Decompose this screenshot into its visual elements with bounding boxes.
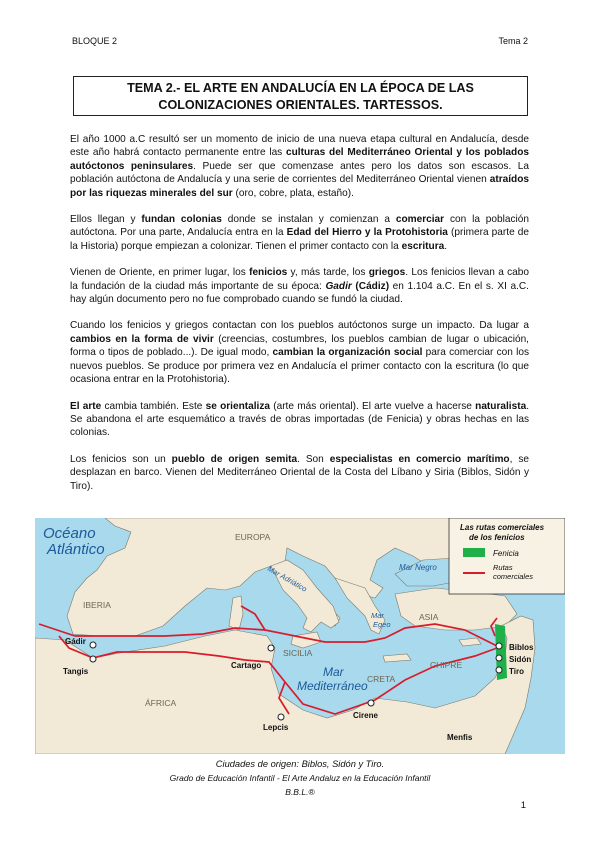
sea-negro: Mar Negro bbox=[399, 563, 437, 572]
city-cartago: Cartago bbox=[231, 661, 262, 670]
text-run: , se desplazan en barco. Vienen del Mediterráneo Oriental de la Costa del Líbano y Siria (Biblos, Sidón y Tiro). bbox=[70, 453, 529, 492]
bold-term: Edad del Hierro y la Protohistoria bbox=[286, 227, 448, 239]
sea-egeo-line-1: Mar bbox=[371, 611, 384, 620]
text-run: Cuando los fenicios y griegos contactan con los pueblos autóctonos surge un impacto. Da lugar a bbox=[70, 320, 529, 332]
ocean-label-line-2: Atlántico bbox=[47, 541, 105, 558]
paragraph-2 bbox=[70, 213, 529, 253]
city-menfis: Menfis bbox=[447, 733, 473, 742]
region-iberia: IBERIA bbox=[83, 600, 111, 610]
bold-term: (Cádiz) bbox=[355, 280, 390, 292]
text-run: . Puede ser que comenzase antes pero los datos son escasos. La población autóctona de Andalucía y una serie de corrientes del Mediterráneo Oriental vienen bbox=[70, 160, 529, 186]
legend-fenicia: Fenicia bbox=[493, 549, 519, 558]
bold-term: pueblo de origen semita bbox=[171, 453, 298, 465]
title-line-2: COLONIZACIONES ORIENTALES. TARTESSOS. bbox=[158, 98, 443, 112]
sea-med-line-1: Mar bbox=[323, 665, 344, 679]
bold-term: se orientaliza bbox=[205, 400, 270, 412]
text-run: . Los fenicios llevan a cabo la fundación de la ciudad más importante de su época: bbox=[70, 267, 530, 292]
text-run: donde se instalan y comienzan a bbox=[221, 214, 396, 226]
legend-title-2: de los fenicios bbox=[469, 533, 525, 542]
bold-term: cambian la organización social bbox=[272, 347, 423, 359]
sea-adriatico: Mar Adriático bbox=[266, 563, 309, 594]
legend-title-1: Las rutas comerciales bbox=[460, 523, 545, 532]
text-run: . bbox=[444, 240, 448, 252]
text-run: (oro, cobre, plata, estaño). bbox=[232, 187, 354, 199]
legend-rutas-1: Rutas bbox=[493, 563, 513, 572]
text-run: (creencias, costumbres, los pueblos cambian de lugar o ubicación, forma o tipos de poblado...). De igual modo, bbox=[70, 333, 529, 359]
legend-rutas-2: comerciales bbox=[493, 572, 534, 581]
text-run: . Son bbox=[297, 453, 330, 465]
map-caption: Ciudades de origen: Biblos, Sidón y Tiro. bbox=[215, 759, 385, 769]
sea-egeo-line-2: Egeo bbox=[373, 620, 391, 629]
body-text bbox=[70, 133, 529, 506]
paragraph-5 bbox=[70, 400, 529, 440]
text-run: en 1.104 a.C. En el s. XI a.C. hay algún documento pero no fue comprobado cuando se fundó la ciudad. bbox=[70, 280, 529, 306]
bold-term: fundan colonias bbox=[141, 214, 222, 226]
ocean-label-line-1: Océano bbox=[43, 525, 96, 542]
city-tiro: Tiro bbox=[509, 667, 524, 676]
sea-med-line-2: Mediterráneo bbox=[297, 679, 368, 693]
bold-term: naturalista bbox=[475, 400, 527, 412]
city-sidon: Sidón bbox=[509, 655, 532, 664]
bold-term: culturas del Mediterráneo Oriental y los poblados autóctonos peninsulares bbox=[70, 147, 529, 172]
text-run: Los fenicios son un bbox=[70, 453, 172, 465]
text-run: Vienen de Oriente, en primer lugar, los bbox=[70, 267, 250, 279]
city-tangis: Tangis bbox=[63, 667, 89, 676]
city-gadir: Gádir bbox=[65, 637, 86, 646]
paragraph-6 bbox=[70, 453, 529, 493]
bold-term: especialistas en comercio marítimo bbox=[329, 453, 510, 465]
city-lepcis: Lepcis bbox=[263, 723, 289, 732]
text-run: Ellos llegan y bbox=[70, 214, 142, 226]
paragraph-4 bbox=[70, 319, 529, 386]
bold-term: atraídos por las riquezas minerales del sur bbox=[70, 174, 529, 199]
region-europa: EUROPA bbox=[235, 532, 271, 542]
paragraph-1 bbox=[70, 133, 529, 200]
title-line-1: TEMA 2.- EL ARTE EN ANDALUCÍA EN LA ÉPOCA DE LAS bbox=[127, 81, 474, 95]
bold-term: griegos bbox=[368, 267, 406, 279]
footer-author: B.B.L.® bbox=[285, 787, 315, 797]
region-asia: ASIA bbox=[419, 612, 439, 622]
region-africa: ÁFRICA bbox=[145, 698, 177, 708]
text-run: para comerciar con los nuevos pueblos. Se produce por primera vez en Andalucía el primer contacto con la escritura (lo que ocasiona entrar en la Protohistoria). bbox=[70, 347, 530, 386]
city-cirene: Cirene bbox=[353, 711, 378, 720]
page-number: 1 bbox=[520, 800, 526, 811]
bold-term: El arte bbox=[70, 400, 102, 412]
legend-fenicia-swatch bbox=[463, 548, 485, 557]
paragraph-3 bbox=[70, 266, 529, 306]
bold-term: Gadir bbox=[325, 280, 352, 292]
page-title bbox=[73, 76, 528, 116]
phoenician-trade-routes-map bbox=[35, 518, 565, 754]
ocean-label bbox=[43, 525, 105, 558]
bold-term: cambios en la forma de vivir bbox=[70, 333, 214, 345]
bold-term: fenicios bbox=[249, 267, 288, 279]
text-run: (primera parte de la Historia) porque empiezan a colonizar. Tienen el primer contacto con la bbox=[70, 227, 529, 252]
bold-term: escritura bbox=[401, 240, 445, 252]
region-sicilia: SICILIA bbox=[283, 648, 313, 658]
header-topic-label: Tema 2 bbox=[498, 36, 528, 46]
text-run: cambia también. Este bbox=[101, 400, 206, 412]
text-run: . Se abandona el arte esquemático a través de obras importadas (de Fenicia) y obras hechas en las colonias. bbox=[70, 400, 530, 439]
city-biblos: Biblos bbox=[509, 643, 534, 652]
header-block-label: BLOQUE 2 bbox=[72, 36, 118, 46]
text-run: (arte más oriental). El arte vuelve a hacerse bbox=[270, 400, 476, 412]
region-chipre: CHIPRE bbox=[430, 660, 463, 670]
region-creta: CRETA bbox=[367, 674, 396, 684]
text-run: con la población autóctona. Por una parte, Andalucía entra en la bbox=[70, 214, 529, 239]
text-run: El año 1000 a.C resultó ser un momento de inicio de una nueva etapa cultural en Andalucía, desde este año habrá contacto permanente entre las bbox=[70, 134, 529, 159]
footer-course: Grado de Educación Infantil - El Arte Andaluz en la Educación Infantil bbox=[169, 773, 431, 783]
bold-term: comerciar bbox=[395, 214, 445, 226]
text-run: y, más tarde, los bbox=[287, 267, 369, 279]
